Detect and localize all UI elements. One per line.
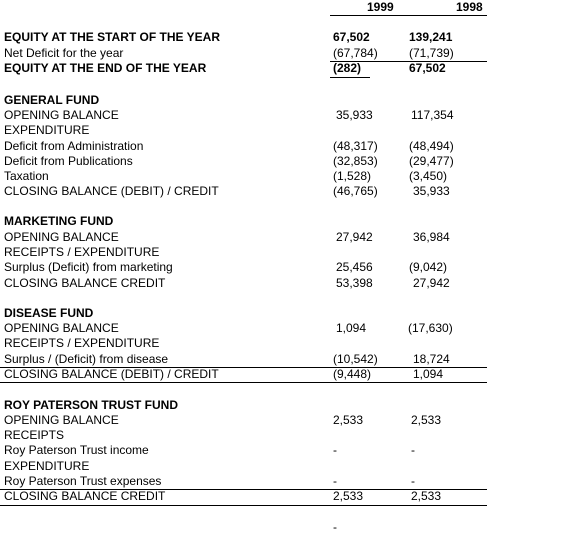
row-label: CLOSING BALANCE (DEBIT) / CREDIT [4,367,219,381]
table-row [0,336,571,351]
value-1999: 1,094 [336,321,367,335]
row-label: Deficit from Administration [4,139,144,153]
table-row [0,276,571,291]
section-title-roy-paterson-fund [0,398,571,413]
row-label: RECEIPTS / EXPENDITURE [4,336,160,350]
table-row [0,230,571,245]
value-1998: 27,942 [413,276,450,290]
column-header-1998: 1998 [456,0,483,14]
value-1998: (17,630) [408,321,453,335]
section-title-marketing-fund [0,214,571,229]
row-label: CLOSING BALANCE (DEBIT) / CREDIT [4,184,219,198]
section-title: GENERAL FUND [4,93,100,107]
value-1999: 2,533 [333,489,364,503]
footer-dash: - [333,520,337,534]
value-1999: - [333,474,337,488]
value-1999: (10,542) [333,352,378,366]
table-row [0,489,571,504]
value-1998: 35,933 [413,184,450,198]
row-label: RECEIPTS [4,428,65,442]
value-1999: (46,765) [333,184,378,198]
value-1998: - [411,474,415,488]
value-1998: 139,241 [409,30,453,44]
value-1998: 67,502 [409,61,446,75]
section-divider-line [0,382,487,383]
value-1998: 1,094 [413,367,444,381]
table-row [0,169,571,184]
value-1999: (1,528) [333,169,372,183]
value-1999: (282) [333,61,362,75]
row-label: OPENING BALANCE [4,413,119,427]
value-1998: (29,477) [409,154,454,168]
table-row [0,321,571,336]
table-row [0,123,571,138]
row-label: EXPENDITURE [4,123,90,137]
table-row [0,260,571,275]
value-1998: 18,724 [413,352,450,366]
section-divider-line [0,505,487,506]
table-row [0,184,571,199]
value-1998: (48,494) [409,139,454,153]
header-underline [330,15,487,16]
row-label: Roy Paterson Trust expenses [4,474,162,488]
row-label: EQUITY AT THE END OF THE YEAR [4,61,207,75]
table-row [0,352,571,367]
table-row [0,245,571,260]
table-row [0,428,571,443]
row-label: OPENING BALANCE [4,230,119,244]
value-1999: (9,448) [333,367,372,381]
row-label: EQUITY AT THE START OF THE YEAR [4,30,221,44]
value-1999: 53,398 [336,276,373,290]
table-row [0,108,571,123]
value-1999: (32,853) [333,154,378,168]
row-label: Deficit from Publications [4,154,133,168]
value-1999: 25,456 [336,260,373,274]
row-label: Roy Paterson Trust income [4,443,149,457]
summary-row-equity-end [0,61,571,76]
value-1998: 2,533 [411,413,442,427]
table-row [0,139,571,154]
summary-row-equity-start [0,30,571,45]
section-title-disease-fund [0,306,571,321]
row-label: RECEIPTS / EXPENDITURE [4,245,160,259]
section-title-general-fund [0,93,571,108]
value-1999: (67,784) [333,46,378,60]
section-title: MARKETING FUND [4,214,114,228]
row-label: CLOSING BALANCE CREDIT [4,276,166,290]
row-label: CLOSING BALANCE CREDIT [4,489,166,503]
value-1999: 2,533 [333,413,364,427]
row-label: OPENING BALANCE [4,321,119,335]
value-1999: 67,502 [333,30,370,44]
value-1998: (3,450) [409,169,448,183]
value-1999: (48,317) [333,139,378,153]
value-1999: - [333,443,337,457]
section-title: ROY PATERSON TRUST FUND [4,398,179,412]
value-1999: 27,942 [336,230,373,244]
value-1998: (9,042) [409,260,448,274]
value-1999: 35,933 [336,108,373,122]
row-label: Taxation [4,169,49,183]
row-label: OPENING BALANCE [4,108,119,122]
value-underline-1999 [330,77,370,78]
value-1998: (71,739) [409,46,454,60]
row-label: Surplus / (Deficit) from disease [4,352,169,366]
table-row [0,459,571,474]
row-label: EXPENDITURE [4,459,90,473]
value-1998: - [411,443,415,457]
table-row [0,413,571,428]
table-row [0,367,571,382]
summary-row-net-deficit [0,46,571,61]
value-1998: 2,533 [411,489,442,503]
row-label: Surplus (Deficit) from marketing [4,260,173,274]
section-title: DISEASE FUND [4,306,94,320]
value-1998: 36,984 [413,230,450,244]
column-header-1999: 1999 [367,0,394,14]
table-row [0,154,571,169]
row-label: Net Deficit for the year [4,46,124,60]
table-row [0,443,571,458]
value-1998: 117,354 [411,108,454,122]
table-row [0,474,571,489]
